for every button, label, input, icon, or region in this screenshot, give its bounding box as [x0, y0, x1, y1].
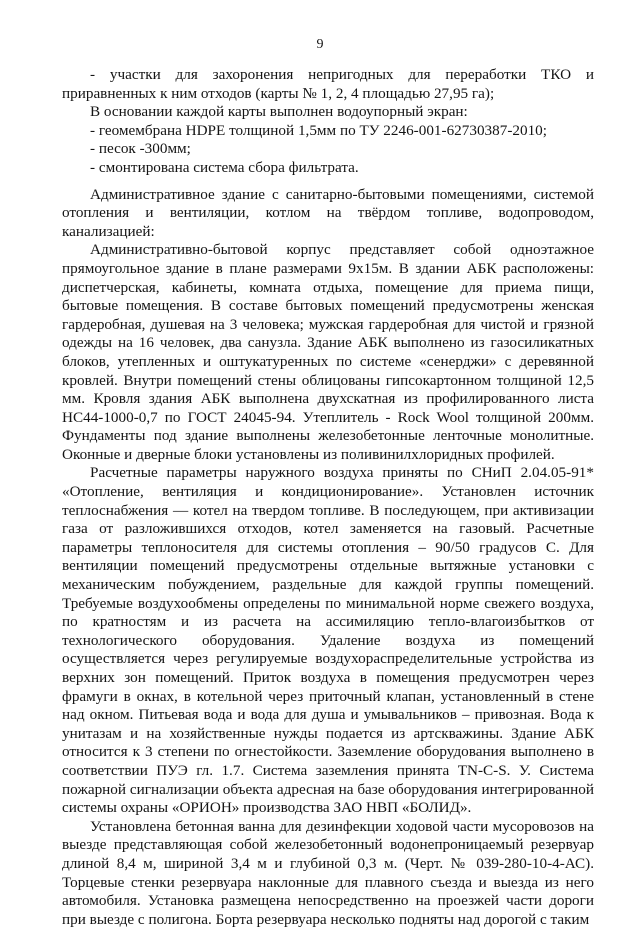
- paragraph-concrete-bath: Установлена бетонная ванна для дезинфекции ходовой части мусоровозов на выезде представляющая собой железобетонный водонепроницаемый резервуар длиной 8,4 м, шириной 3,4 м и глубиной 0,3 м. (Черт. № 039-280-10-4-АС). Торцевые стенки резервуара наклонные для плавного съезда и выезда из него автомобиля. Установка размещена непосредственно на проезжей части дороги при выезде с полигона. Борта резервуара несколько подняты над дорогой с таким: [62, 817, 594, 928]
- document-body: [62, 66, 594, 929]
- paragraph-gap: [62, 178, 594, 186]
- screen-item-geomembrane: - геомембрана HDPE толщиной 1,5мм по ТУ 2246-001-62730387-2010;: [90, 121, 547, 139]
- paragraph-design-parameters: Расчетные параметры наружного воздуха приняты по СНиП 2.04.05-91* «Отопление, вентиляция и кондиционирование». Установлен источник теплоснабжения — котел на твердом топливе. В последующем, при активизации газа от разложившихся отходов, котел заменяется на газовый. Расчетные параметры теплоносителя для системы отопления – 90/50 градусов С. Для вентиляции помещений предусмотрены отдельные вытяжные установки с механическим побуждением, раздельные для каждой группы помещений. Требуемые воздухообмены определены по минимальной норме свежего воздуха, по кратностям и из расчета на ассимиляцию тепло-влагоизбытков от технологического оборудования. Удаление воздуха из помещений осуществляется через регулируемые воздухораспределительные устройства из верхних зон помещений. Приток воздуха в помещения предусмотрен через фрамуги в окнах, в котельной через приточный клапан, установленный в стене над окном. Питьевая вода и вода для душа и умывальников – привозная. Вода к унитазам и на хозяйственные нужды подается из артскважины. Здание АБК относится к 3 степени по огнестойкости. Заземление оборудования выполнено в соответствии ПУЭ гл. 1.7. Система заземления принята TN-C-S. У. Система пожарной сигнализации объекта адресная на базе оборудования интегрированной системы охраны «ОРИОН» производства ЗАО НВП «БОЛИД».: [62, 464, 594, 817]
- intro-list-item: - участки для захоронения непригодных для переработки ТКО и приравненных к ним отходов (карты № 1, 2, 4 площадью 27,95 га);: [62, 66, 594, 102]
- screen-intro: В основании каждой карты выполнен водоупорный экран:: [90, 103, 468, 121]
- screen-item-sand: - песок -300мм;: [90, 140, 191, 158]
- page-number: 9: [316, 37, 324, 52]
- screen-item-filtrate: - смонтирована система сбора фильтрата.: [90, 158, 359, 176]
- paragraph-admin-building: Административное здание с санитарно-бытовыми помещениями, системой отопления и вентиляции, котлом на твёрдом топливе, водопроводом, канализацией:: [62, 185, 594, 240]
- paragraph-abk-description: Административно-бытовой корпус представляет собой одноэтажное прямоугольное здание в плане размерами 9х15м. В здании АБК расположены: диспетчерская, кабинеты, комната отдыха, помещение для приема пищи, бытовые помещения. В составе бытовых помещений предусмотрены женская гардеробная, душевая на 3 человека; мужская гардеробная для чистой и грязной одежды на 16 человек, два санузла. Здание АБК выполнено из газосиликатных блоков, утепленных и оштукатуренных по системе «сенерджи» с деревянной кровлей. Внутри помещений стены облицованы гипсокартонном толщиной 12,5 мм. Кровля здания АБК выполнена двухскатная из профилированного листа НС44-1000-0,7 по ГОСТ 24045-94. Утеплитель - Rock Wool толщиной 200мм. Фундаменты под здание выполнены железобетонные ленточные монолитные. Оконные и дверные блоки установлены из поливинилхлоридных профилей.: [62, 241, 594, 463]
